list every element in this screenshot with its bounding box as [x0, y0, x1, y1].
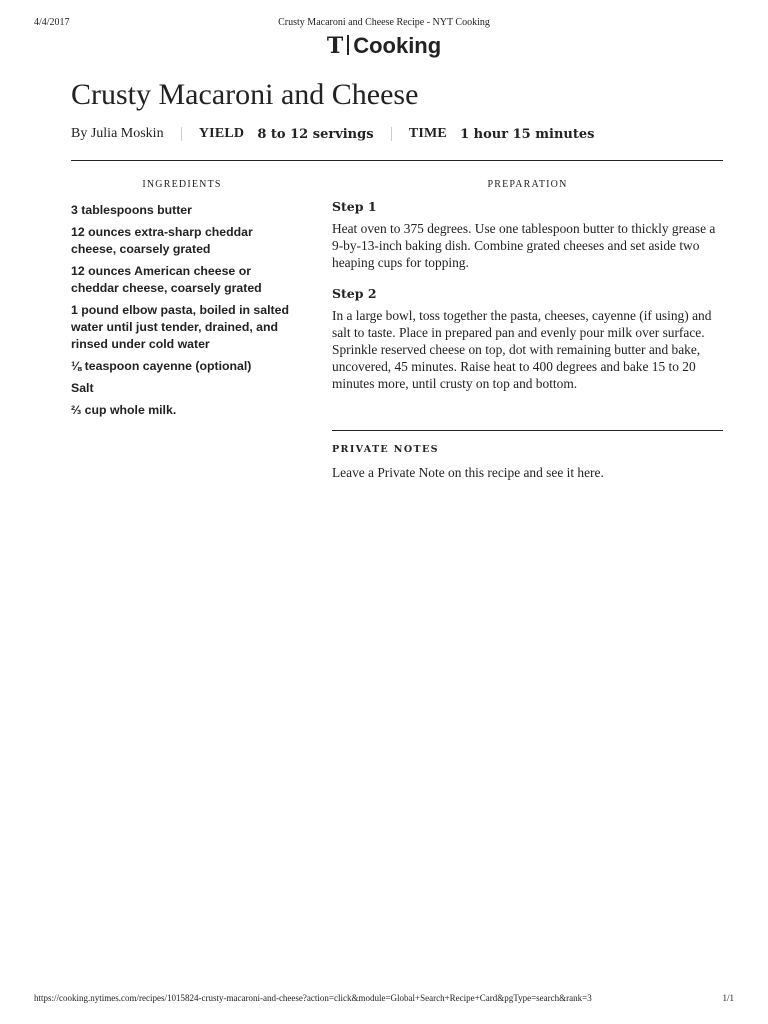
private-notes-heading: PRIVATE NOTES: [332, 444, 439, 455]
print-url: https://cooking.nytimes.com/recipes/1015824-crusty-macaroni-and-cheese?action=click&module=Global+Search+Recipe+Card&pgType=search&rank=3: [34, 993, 592, 1003]
yield-label: YIELD: [198, 126, 245, 141]
recipe-author[interactable]: By Julia Moskin: [71, 126, 164, 141]
step: [332, 199, 723, 271]
ingredient-item: 12 ounces American cheese or cheddar cheese, coarsely grated: [71, 264, 262, 295]
recipe-meta: [71, 126, 594, 142]
step-text: Heat oven to 375 degrees. Use one tablespoon butter to thickly grease a 9-by-13-inch baking dish. Combine grated cheeses and set aside two heaping cups for topping.: [332, 221, 716, 270]
nyt-t-logo-icon: T: [326, 33, 344, 59]
print-header: [0, 17, 768, 31]
print-page-number: 1/1: [722, 993, 734, 1003]
ingredient-item: 1 pound elbow pasta, boiled in salted water until just tender, drained, and rinsed under cold water: [71, 303, 289, 351]
ingredients-list: [71, 202, 293, 424]
step-title: Step 1: [332, 199, 377, 214]
recipe-title: Crusty Macaroni and Cheese: [71, 78, 419, 111]
step-title: Step 2: [332, 286, 377, 301]
ingredients-heading: INGREDIENTS: [142, 179, 222, 190]
yield-value: 8 to 12 servings: [257, 126, 374, 142]
step-text: In a large bowl, toss together the pasta, cheeses, cayenne (if using) and salt to taste. Place in prepared pan and evenly pour milk over surface. Sprinkle reserved cheese on top, dot with remaining butter and bake, uncovered, 45 minutes. Raise heat to 400 degrees and bake 15 to 20 minutes more, until crusty on top and bottom.: [332, 308, 712, 391]
logo-divider: [347, 35, 349, 55]
time-label: TIME: [408, 126, 447, 141]
print-page-title: Crusty Macaroni and Cheese Recipe - NYT Cooking: [278, 17, 490, 28]
notes-divider: [332, 430, 723, 431]
ingredient-item: ⅔ cup whole milk.: [71, 403, 177, 417]
time-value: 1 hour 15 minutes: [460, 126, 595, 142]
ingredient-item: Salt: [71, 381, 94, 395]
step: [332, 286, 723, 392]
ingredient-item: 12 ounces extra-sharp cheddar cheese, coarsely grated: [71, 225, 253, 256]
ingredient-item: 3 tablespoons butter: [71, 203, 192, 217]
nyt-cooking-logo[interactable]: [0, 33, 768, 59]
preparation-steps: [332, 199, 723, 407]
print-date: 4/4/2017: [34, 17, 70, 28]
private-notes-text[interactable]: Leave a Private Note on this recipe and see it here.: [332, 465, 604, 480]
header-divider: [71, 160, 723, 161]
meta-separator: [181, 127, 182, 141]
meta-separator: [391, 127, 392, 141]
preparation-heading: PREPARATION: [487, 179, 568, 190]
logo-text: Cooking: [353, 33, 442, 58]
ingredient-item: ⅛ teaspoon cayenne (optional): [71, 359, 252, 373]
